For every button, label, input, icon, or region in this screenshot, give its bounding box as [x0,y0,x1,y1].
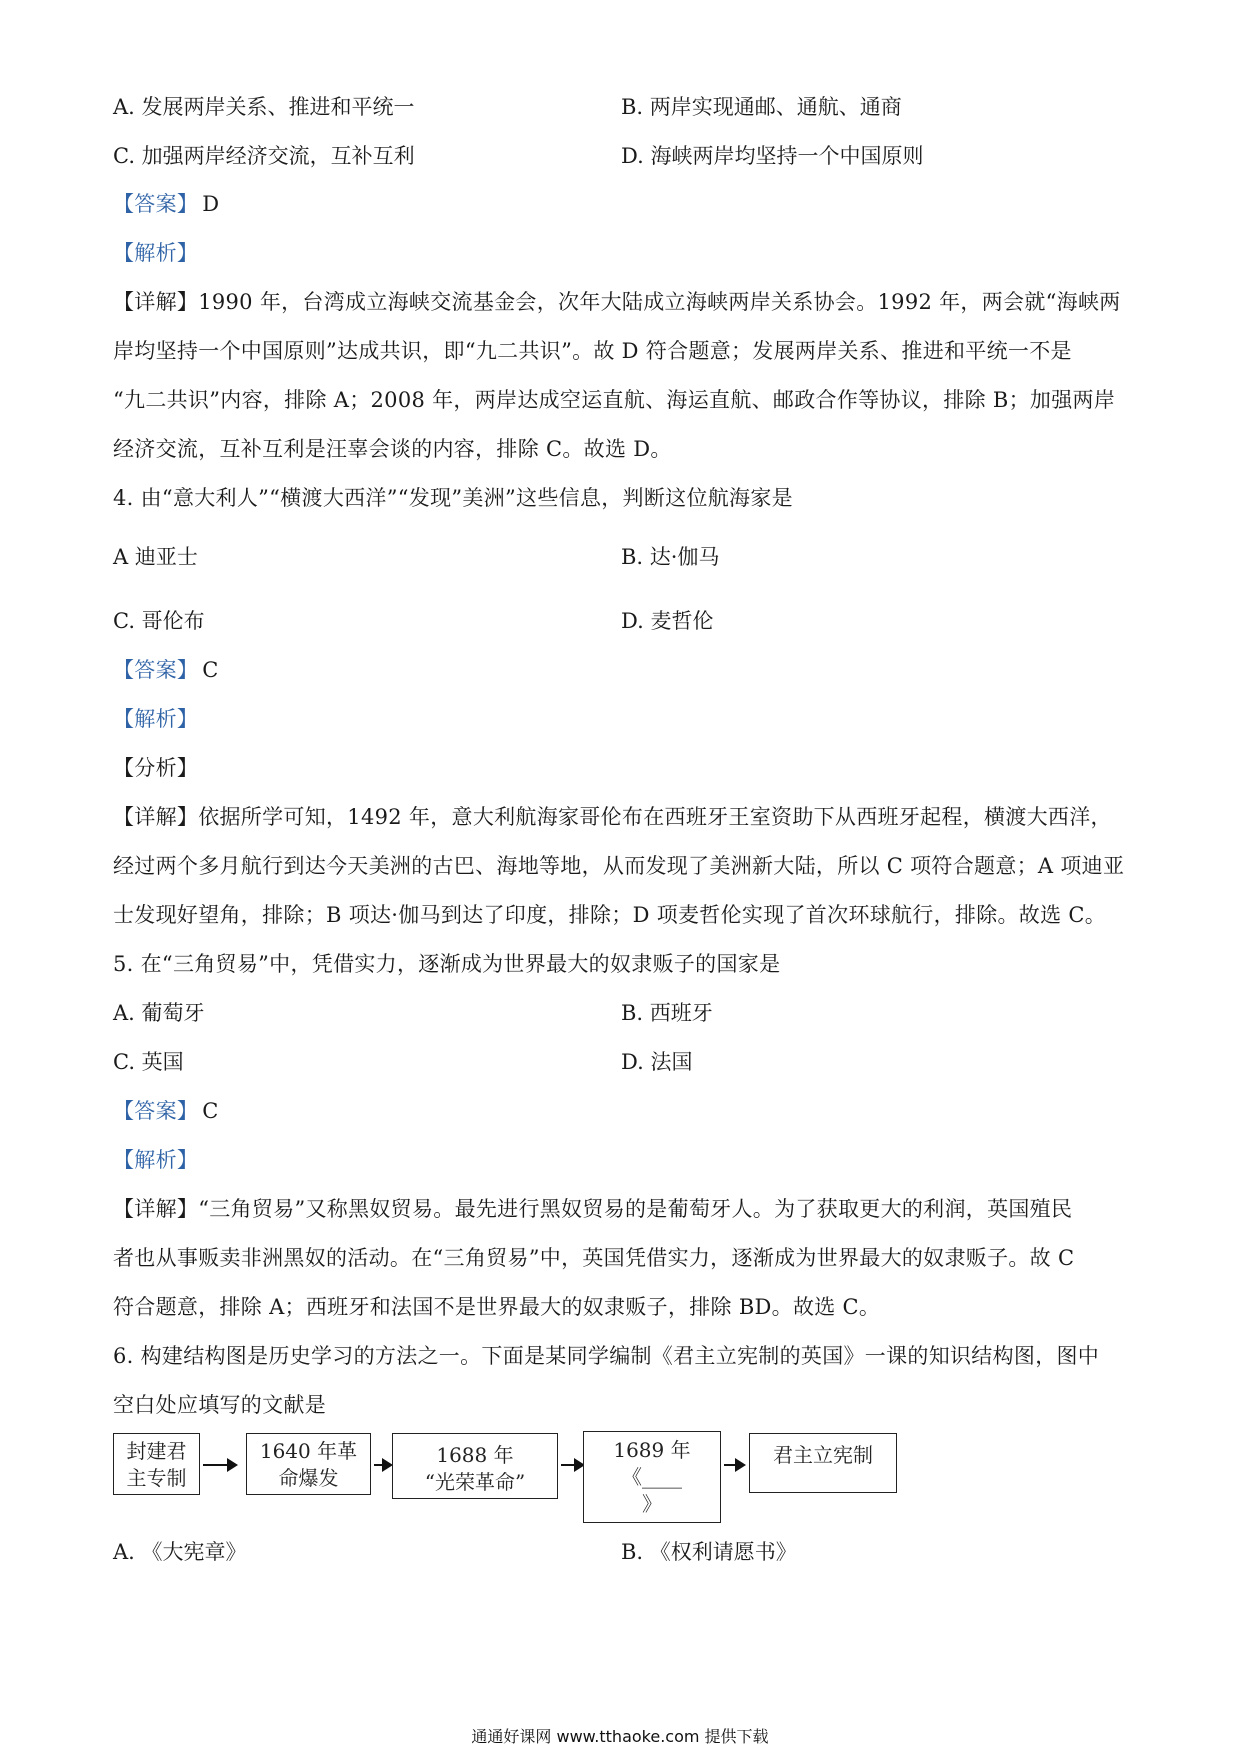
flow-arrow [724,1464,744,1466]
analysis-tag: 【解析】 [113,707,199,731]
flow-arrow [203,1464,236,1466]
detail-tag: 【详解】 [113,805,199,829]
detail-tag: 【详解】 [113,290,199,314]
page-footer: 通通好课网 www.tthaoke.com 提供下载 [471,1727,769,1746]
q3-detail-line-2: 岸均坚持一个中国原则”达成共识，即“九二共识”。故 D 符合题意；发展两岸关系、推进和平统一不是 [113,339,1072,363]
q5-option-d: D. 法国 [621,1050,693,1074]
q5-detail-line-1 [113,1194,1133,1224]
q5-option-a: A. 葡萄牙 [113,1001,205,1025]
detail-tag: 【详解】 [113,1197,199,1221]
q3-option-b: B. 两岸实现通邮、通航、通商 [621,95,902,119]
q5-detail-line-2: 者也从事贩卖非洲黑奴的活动。在“三角贸易”中，英国凭借实力，逐渐成为世界最大的奴隶贩子。故 C [113,1246,1075,1270]
q4-answer [113,655,1133,685]
q4-stem: 4. 由“意大利人”“横渡大西洋”“发现”美洲”这些信息，判断这位航海家是 [113,486,793,510]
answer-value: C [202,658,219,682]
q3-option-d: D. 海峡两岸均坚持一个中国原则 [621,144,924,168]
flow-arrow [561,1464,583,1466]
answer-value: C [202,1099,219,1123]
flow-box-text: 1689 年 [613,1438,691,1462]
flow-box-text: 主专制 [126,1466,187,1490]
answer-value: D [202,192,220,216]
flow-box-text: 封建君 [126,1439,187,1463]
analysis-tag: 【解析】 [113,1148,199,1172]
q6-option-a: A. 《大宪章》 [113,1540,247,1564]
detail-text: “三角贸易”又称黑奴贸易。最先进行黑奴贸易的是葡萄牙人。为了获取更大的利润，英国殖民 [198,1197,1073,1221]
q4-detail-line-2: 经过两个多月航行到达今天美洲的古巴、海地等地，从而发现了美洲新大陆，所以 C 项符合题意；A 项迪亚 [113,854,1125,878]
q5-analysis-heading [113,1145,1133,1175]
q6-stem-line-1: 6. 构建结构图是历史学习的方法之一。下面是某同学编制《君主立宪制的英国》一课的知识结构图，图中 [113,1344,1100,1368]
q4-detail-line-1 [113,802,1133,832]
q3-option-a: A. 发展两岸关系、推进和平统一 [113,95,415,119]
q3-option-c: C. 加强两岸经济交流，互补互利 [113,144,415,168]
q5-stem: 5. 在“三角贸易”中，凭借实力，逐渐成为世界最大的奴隶贩子的国家是 [113,952,781,976]
answer-tag: 【答案】 [113,1099,199,1123]
q3-answer [113,189,1133,219]
flow-box-text: 1688 年 [436,1443,514,1467]
q4-detail-line-3: 士发现好望角，排除；B 项达·伽马到达了印度，排除；D 项麦哲伦实现了首次环球航行，排除。故选 C。 [113,903,1107,927]
answer-tag: 【答案】 [113,658,199,682]
q4-fenxi-heading: 【分析】 [113,756,199,780]
q6-stem-line-2: 空白处应填写的文献是 [113,1393,326,1417]
flow-box-constitutional-monarchy [749,1433,897,1493]
analysis-tag: 【解析】 [113,241,199,265]
flow-box-glorious-revolution [392,1433,558,1499]
detail-text: 依据所学可知，1492 年，意大利航海家哥伦布在西班牙王室资助下从西班牙起程，横渡大西洋， [198,805,1112,829]
flow-box-1640-revolution [246,1433,371,1495]
q4-analysis-heading [113,704,1133,734]
q5-answer [113,1096,1133,1126]
flow-box-1689-document [583,1431,721,1523]
flow-box-text: 1640 年革 [259,1439,358,1463]
flow-box-absolutism [113,1433,200,1495]
q3-detail-line-3: “九二共识”内容，排除 A；2008 年，两岸达成空运直航、海运直航、邮政合作等协议，排除 B；加强两岸 [113,388,1116,412]
q5-option-b: B. 西班牙 [621,1001,713,1025]
flow-box-text: 命爆发 [278,1466,339,1490]
q6-option-b: B. 《权利请愿书》 [621,1540,797,1564]
q4-option-b: B. 达·伽马 [621,545,720,569]
flow-arrow [374,1464,391,1466]
q5-detail-line-3: 符合题意，排除 A；西班牙和法国不是世界最大的奴隶贩子，排除 BD。故选 C。 [113,1295,881,1319]
q4-option-a: A 迪亚士 [113,545,198,569]
q3-analysis-heading [113,238,1133,268]
flow-box-text: 》 [642,1492,662,1516]
q3-detail-line-4: 经济交流，互补互利是汪辜会谈的内容，排除 C。故选 D。 [113,437,672,461]
q4-option-d: D. 麦哲伦 [621,609,714,633]
q4-option-c: C. 哥伦布 [113,609,205,633]
flow-box-text: “光荣革命” [424,1470,526,1494]
answer-tag: 【答案】 [113,192,199,216]
q5-option-c: C. 英国 [113,1050,184,1074]
flow-box-text: 君主立宪制 [773,1443,873,1467]
detail-text: 1990 年，台湾成立海峡交流基金会，次年大陆成立海峡两岸关系协会。1992 年，两会就“海峡两 [198,290,1121,314]
flow-box-blank: 《____ [622,1465,682,1489]
q3-detail-line-1 [113,287,1133,317]
